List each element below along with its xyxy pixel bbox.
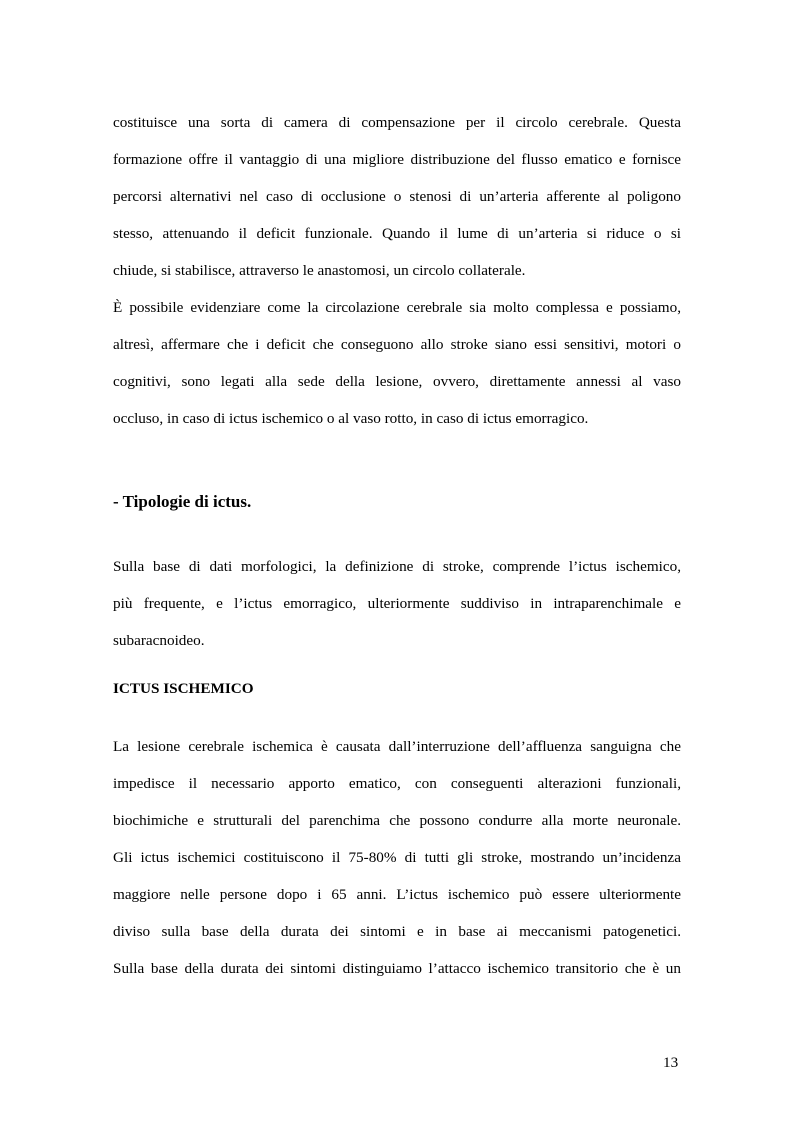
page-number: 13 [663, 1054, 679, 1071]
text-line: Gli ictus ischemici costituiscono il 75-80% di tutti gli stroke, mostrando un’incidenza [113, 849, 681, 866]
text-line: più frequente, e l’ictus emorragico, ulteriormente suddiviso in intraparenchimale e [113, 595, 681, 612]
text-line: cognitivi, sono legati alla sede della lesione, ovvero, direttamente annessi al vaso [113, 373, 681, 390]
paragraph-ictus-ischemico [113, 728, 681, 987]
text-line: Sulla base della durata dei sintomi distinguiamo l’attacco ischemico transitorio che è un [113, 960, 681, 977]
text-line: diviso sulla base della durata dei sintomi e in base ai meccanismi patogenetici. [113, 923, 681, 940]
text-line: subaracnoideo. [113, 632, 205, 649]
text-line: La lesione cerebrale ischemica è causata dall’interruzione dell’affluenza sanguigna che [113, 738, 681, 755]
text-line: formazione offre il vantaggio di una migliore distribuzione del flusso ematico e fornisce [113, 151, 681, 168]
text-line: Sulla base di dati morfologici, la definizione di stroke, comprende l’ictus ischemico, [113, 558, 681, 575]
text-line: costituisce una sorta di camera di compensazione per il circolo cerebrale. Questa [113, 114, 681, 131]
text-line: impedisce il necessario apporto ematico, con conseguenti alterazioni funzionali, [113, 775, 681, 792]
text-line: maggiore nelle persone dopo i 65 anni. L’ictus ischemico può essere ulteriormente [113, 886, 681, 903]
paragraph-tipologie [113, 548, 681, 659]
text-line: È possibile evidenziare come la circolazione cerebrale sia molto complessa e possiamo, [113, 299, 681, 316]
text-line: percorsi alternativi nel caso di occlusione o stenosi di un’arteria afferente al poligono [113, 188, 681, 205]
paragraph-circolo-cerebrale [113, 104, 681, 437]
text-line: occluso, in caso di ictus ischemico o al vaso rotto, in caso di ictus emorragico. [113, 410, 589, 427]
text-line: biochimiche e strutturali del parenchima che possono condurre alla morte neuronale. [113, 812, 681, 829]
text-line: chiude, si stabilisce, attraverso le anastomosi, un circolo collaterale. [113, 262, 526, 279]
text-line: altresì, affermare che i deficit che conseguono allo stroke siano essi sensitivi, motori o [113, 336, 681, 353]
subsection-heading: ICTUS ISCHEMICO [113, 680, 254, 697]
text-line: stesso, attenuando il deficit funzionale. Quando il lume di un’arteria si riduce o si [113, 225, 681, 242]
section-heading: - Tipologie di ictus. [113, 492, 252, 511]
